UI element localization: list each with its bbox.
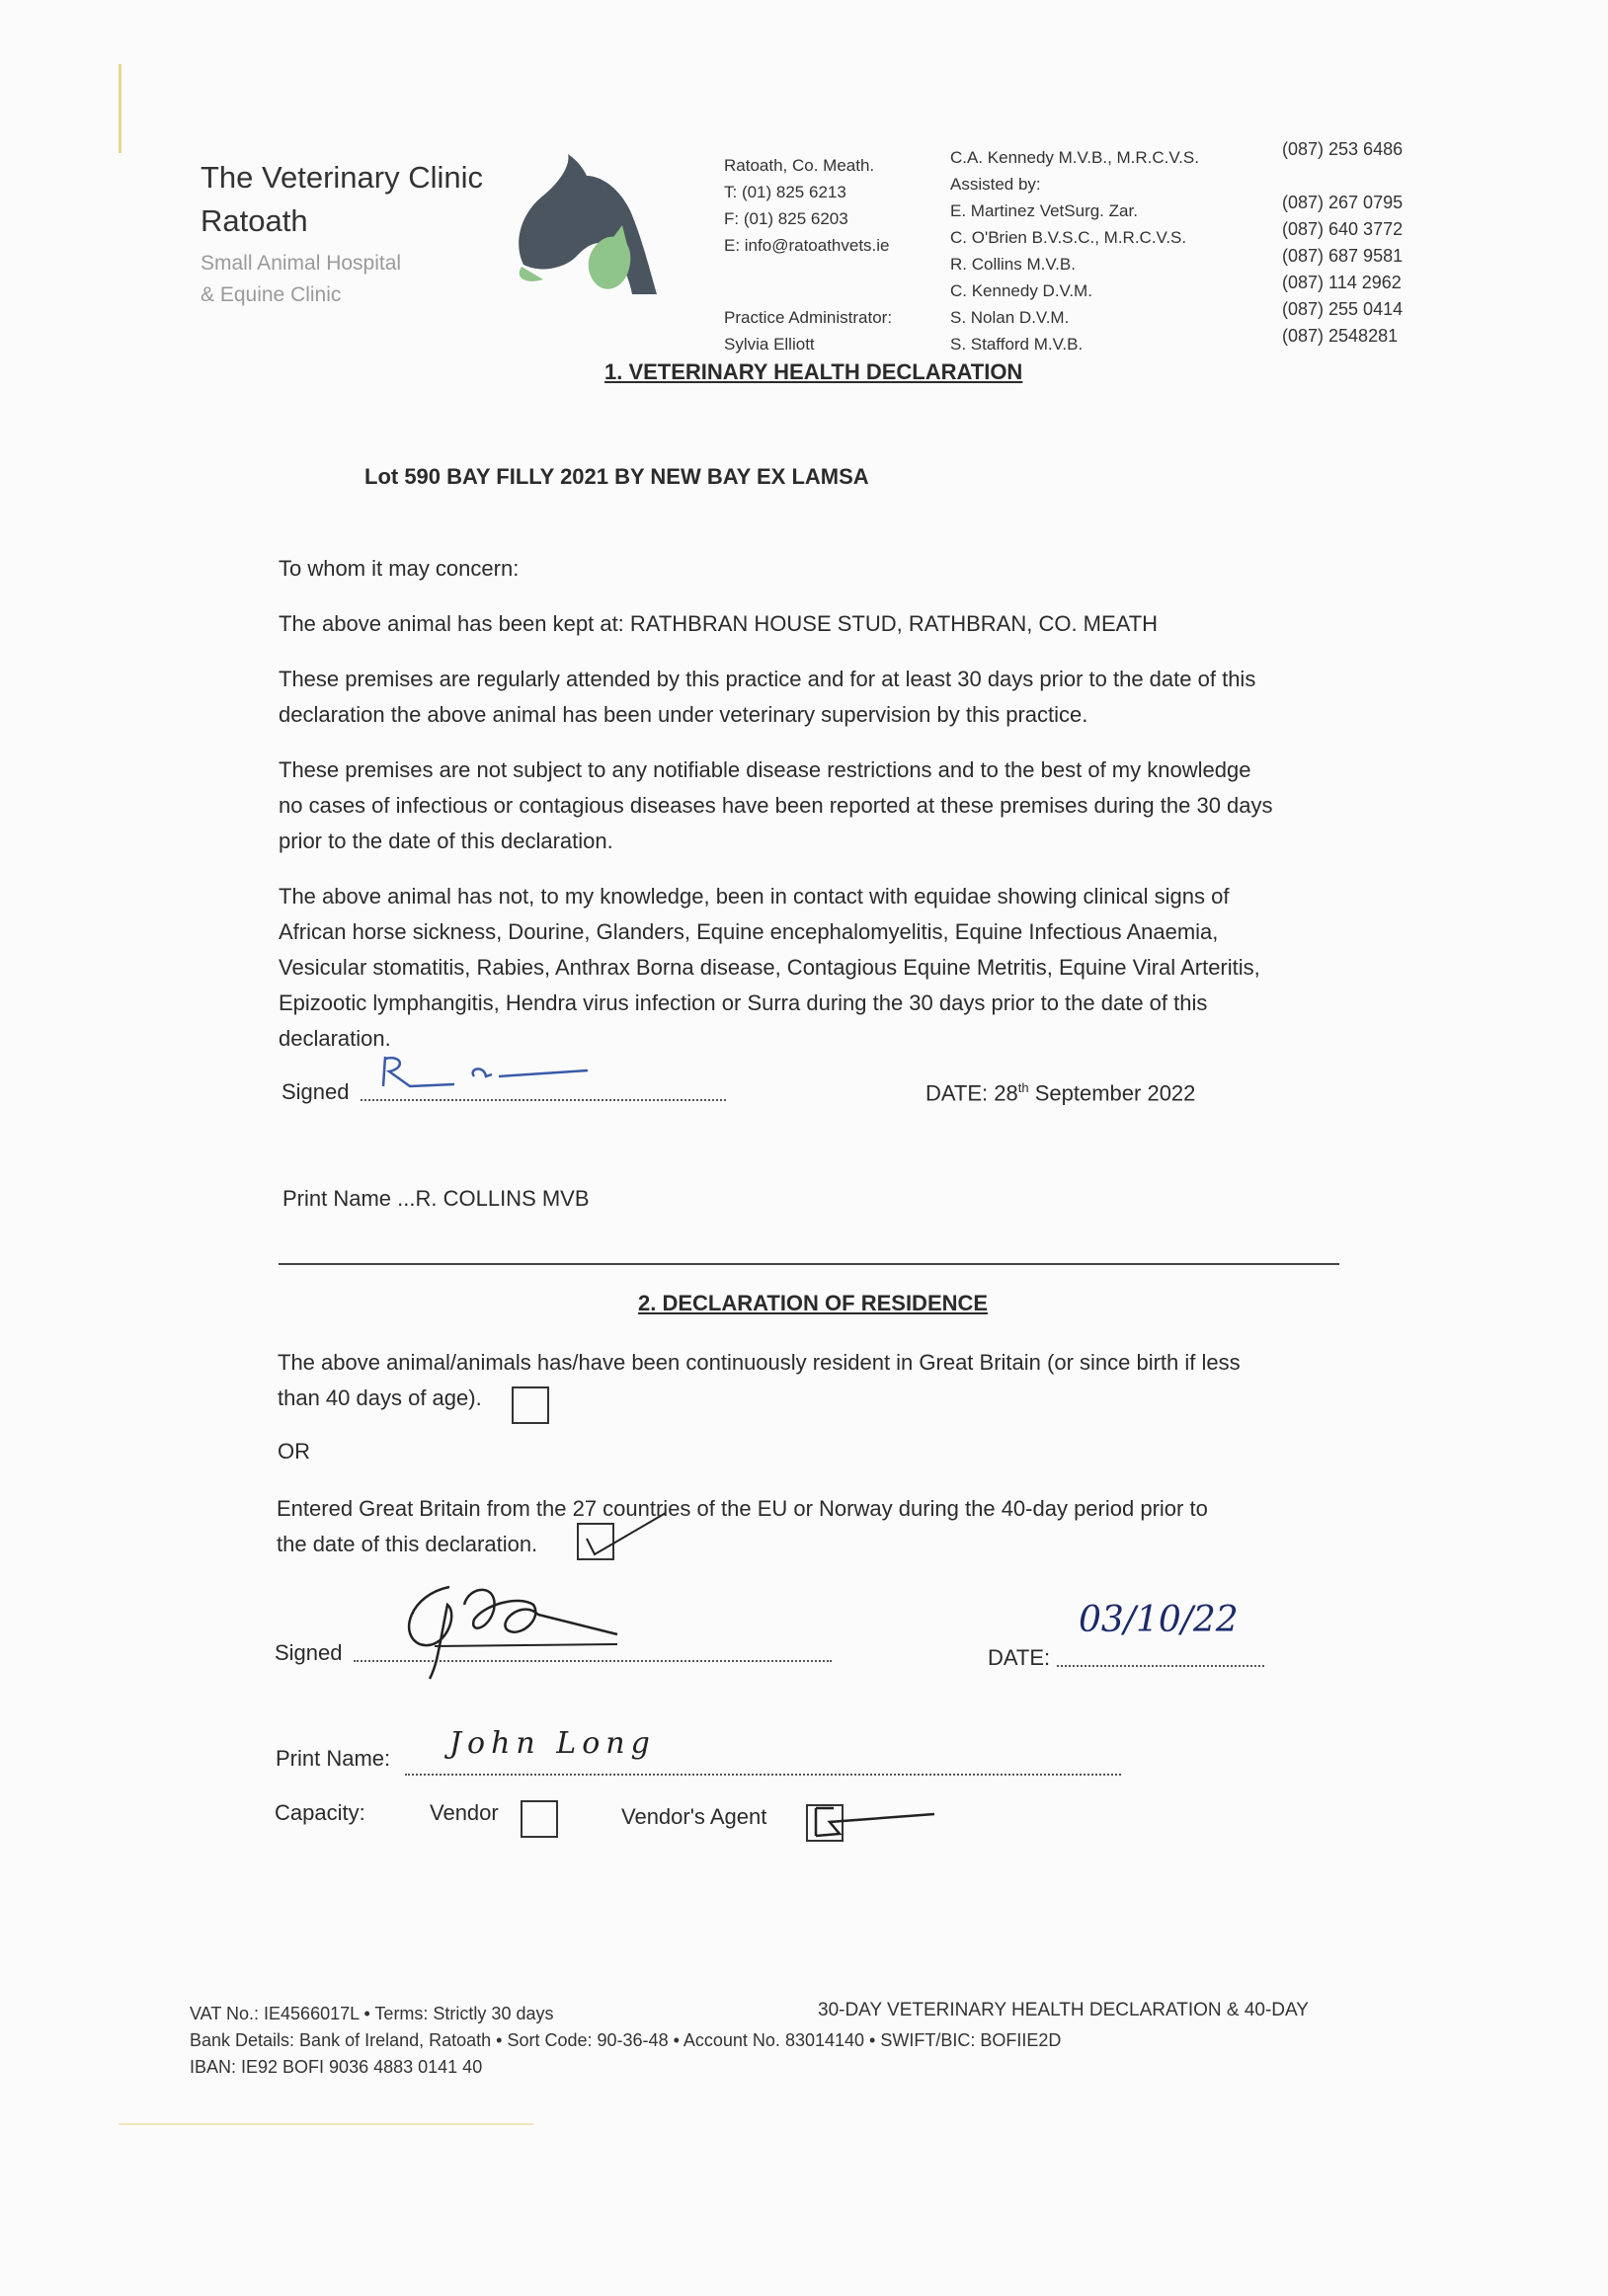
para3-line: The above animal has not, to my knowledge, been in contact with equidae showing clinical signs of	[279, 884, 1230, 909]
vet-name: C. Kennedy D.V.M.	[950, 281, 1092, 300]
print-name-1: Print Name ...R. COLLINS MVB	[282, 1186, 590, 1211]
date-line-2	[1057, 1665, 1264, 1667]
option1-line: than 40 days of age).	[278, 1386, 482, 1410]
fax: F: (01) 825 6203	[724, 209, 848, 228]
clinic-name	[201, 156, 483, 243]
residence-option2	[277, 1491, 1363, 1562]
signature-line-1	[361, 1099, 726, 1101]
para2-line: These premises are not subject to any notifiable disease restrictions and to the best of my knowledge	[279, 757, 1251, 782]
signed-label-1: Signed	[281, 1079, 350, 1104]
para3-line: African horse sickness, Dourine, Glanders, Equine encephalomyelitis, Equine Infectious Anaemia,	[279, 919, 1219, 944]
option2-line: the date of this declaration.	[277, 1532, 538, 1556]
option1-line: The above animal/animals has/have been continuously resident in Great Britain (or since birth if less	[278, 1350, 1241, 1375]
vet-phone: (087) 687 9581	[1282, 246, 1404, 266]
para3-line: declaration.	[279, 1026, 391, 1051]
vet-signature	[375, 1047, 603, 1096]
para2-line: prior to the date of this declaration.	[279, 829, 613, 853]
admin-name: Sylvia Elliott	[724, 335, 815, 354]
residence-option1	[278, 1345, 1364, 1416]
vet-name: Assisted by:	[950, 175, 1041, 194]
resident-checkbox[interactable]	[512, 1386, 549, 1424]
vet-name: S. Stafford M.V.B.	[950, 335, 1084, 354]
vendor-signature	[390, 1575, 627, 1684]
clinic-sub-line1: Small Animal Hospital	[201, 252, 402, 275]
handwritten-name: John Long	[449, 1726, 656, 1761]
print-name-line-2	[405, 1774, 1121, 1776]
print-name-label-2: Print Name:	[276, 1746, 391, 1771]
vet-name: S. Nolan D.V.M.	[950, 308, 1070, 327]
para3-line: Vesicular stomatitis, Rabies, Anthrax Borna disease, Contagious Equine Metritis, Equine Viral Arteritis,	[279, 955, 1260, 980]
option2-line: Entered Great Britain from the 27 countries of the EU or Norway during the 40-day period prior to	[277, 1496, 1208, 1521]
vet-phone: (087) 267 0795	[1282, 193, 1404, 212]
handwritten-date: 03/10/22	[1079, 1600, 1239, 1640]
footer-document-title	[818, 1997, 1309, 2023]
date-rest-1: September 2022	[1034, 1080, 1196, 1106]
email: E: info@ratoathvets.ie	[724, 236, 890, 255]
vet-phone: (087) 114 2962	[1282, 273, 1402, 292]
address: Ratoath, Co. Meath.	[724, 156, 875, 175]
vendor-agent-mark	[810, 1802, 938, 1842]
date-1	[925, 1070, 1195, 1111]
vet-list	[950, 144, 1199, 357]
vendor-checkbox[interactable]	[521, 1800, 558, 1838]
iban-line: IBAN: IE92 BOFI 9036 4883 0141 40	[190, 2057, 483, 2077]
vet-name: E. Martinez VetSurg. Zar.	[950, 201, 1138, 220]
section1-heading: 1. VETERINARY HEALTH DECLARATION	[604, 359, 1023, 384]
clinic-subtitle	[201, 248, 401, 311]
date-label-2: DATE:	[988, 1645, 1051, 1670]
clinic-sub-line2: & Equine Clinic	[201, 283, 342, 306]
admin-label: Practice Administrator:	[724, 308, 893, 327]
vet-phone: (087) 255 0414	[1282, 299, 1404, 319]
kept-at: The above animal has been kept at: RATHBRAN HOUSE STUD, RATHBRAN, CO. MEATH	[279, 611, 1159, 636]
horse-dog-logo-icon	[484, 146, 682, 299]
vet-phone: (087) 640 3772	[1282, 219, 1404, 239]
clinic-name-line1: The Veterinary Clinic	[201, 160, 484, 195]
vat-line: VAT No.: IE4566017L • Terms: Strictly 30 days	[190, 2004, 554, 2023]
bank-line: Bank Details: Bank of Ireland, Ratoath • Sort Code: 90-36-48 • Account No. 83014140 • SWIFT/BIC: BOFIIE2D	[190, 2030, 1062, 2050]
scan-mark-left	[119, 64, 121, 153]
lot-description: Lot 590 BAY FILLY 2021 BY NEW BAY EX LAMSA	[364, 464, 869, 489]
vet-phone: (087) 2548281	[1282, 326, 1399, 346]
clinic-name-line2: Ratoath	[201, 203, 308, 238]
date-label-1: DATE:	[925, 1080, 989, 1106]
title-line1: 30-DAY VETERINARY HEALTH DECLARATION & 40-DAY	[818, 2000, 1309, 2020]
date-suffix-1: th	[1017, 1080, 1029, 1095]
practice-admin	[724, 304, 892, 357]
telephone: T: (01) 825 6213	[724, 183, 846, 201]
para3-line: Epizootic lymphangitis, Hendra virus infection or Surra during the 30 days prior to the date of this	[279, 990, 1208, 1015]
scan-mark-bottom	[119, 2123, 533, 2125]
check-mark-icon	[581, 1509, 670, 1563]
section-divider	[279, 1263, 1339, 1265]
signed-label-2: Signed	[275, 1640, 343, 1665]
date-day-1: 28	[994, 1080, 1018, 1106]
salutation: To whom it may concern:	[279, 556, 520, 581]
para1-line: These premises are regularly attended by this practice and for at least 30 days prior to the date of this	[279, 667, 1256, 691]
clinic-contact	[724, 152, 890, 259]
vet-phone-list	[1282, 136, 1403, 350]
vet-name: R. Collins M.V.B.	[950, 255, 1076, 274]
or-label: OR	[278, 1439, 310, 1464]
vet-name: C.A. Kennedy M.V.B., M.R.C.V.S.	[950, 148, 1199, 167]
vet-name: C. O'Brien B.V.S.C., M.R.C.V.S.	[950, 228, 1187, 247]
capacity-label: Capacity:	[275, 1800, 365, 1825]
vendor-label: Vendor	[430, 1800, 499, 1825]
section2-heading: 2. DECLARATION OF RESIDENCE	[638, 1291, 989, 1315]
vet-phone: (087) 253 6486	[1282, 139, 1404, 159]
para1-line: declaration the above animal has been under veterinary supervision by this practice.	[279, 702, 1088, 727]
vendor-agent-label: Vendor's Agent	[621, 1804, 767, 1829]
para2-line: no cases of infectious or contagious diseases have been reported at these premises during the 30 days	[279, 793, 1273, 818]
section1-body	[279, 551, 1365, 1057]
